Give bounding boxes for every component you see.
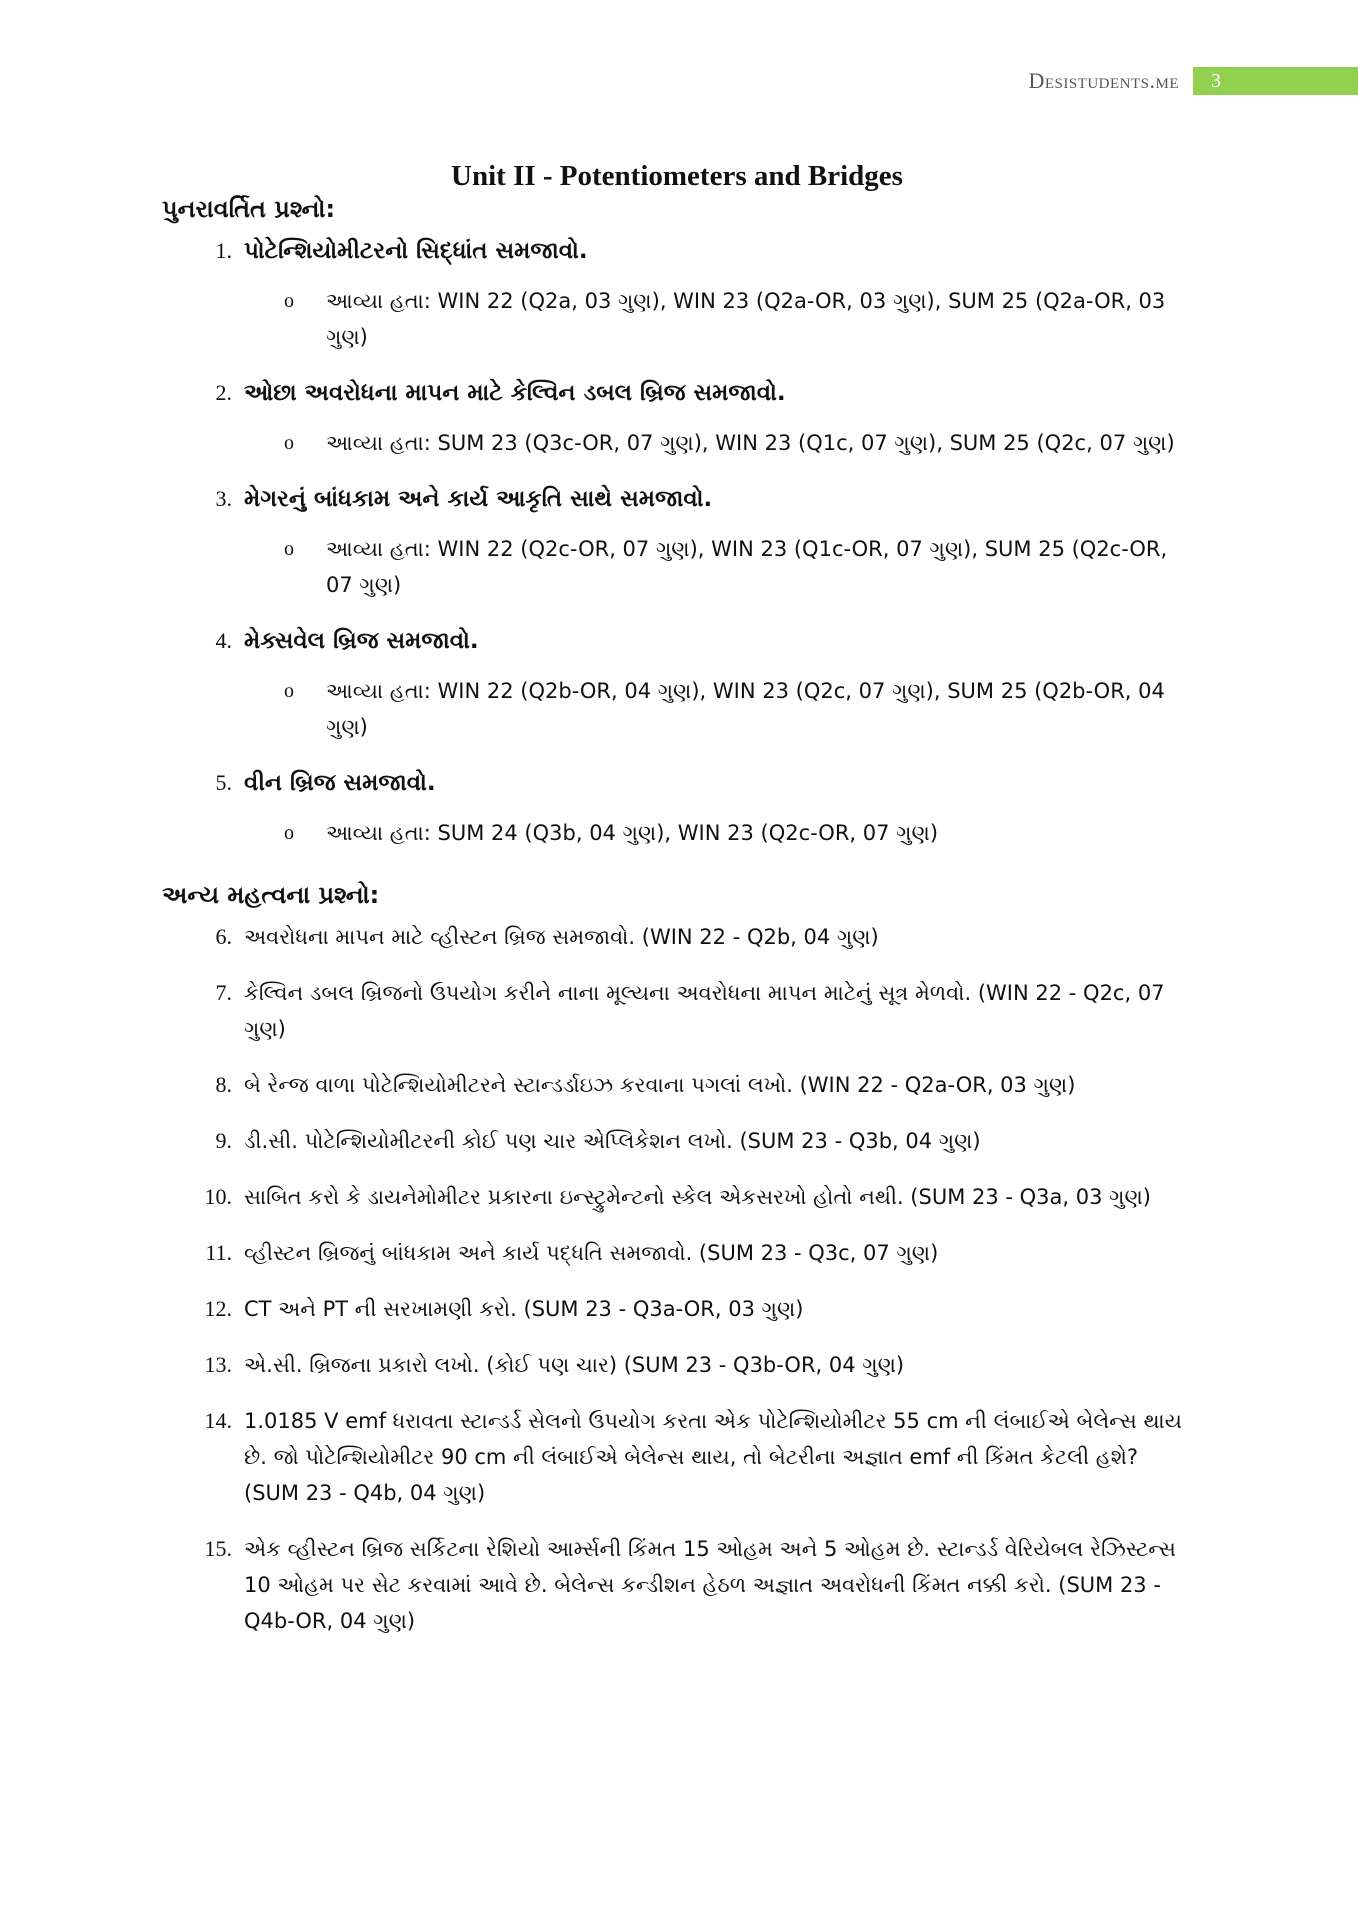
other-questions-heading: અન્ય મહત્વના પ્રશ્નો: xyxy=(162,881,380,909)
bullet-icon: o xyxy=(284,432,294,454)
question-meta xyxy=(244,531,1192,603)
question-text: એ.સી. બ્રિજના પ્રકારો લખો. (કોઈ પણ ચાર) (SUM 23 - Q3b-OR, 04 ગુણ) xyxy=(244,1353,905,1377)
question-meta xyxy=(244,425,1192,461)
question-text: CT અને PT ની સરખામણી કરો. (SUM 23 - Q3a-OR, 03 ગુણ) xyxy=(244,1297,804,1321)
repeated-questions-list xyxy=(162,233,1192,851)
question-text: વ્હીસ્ટન બ્રિજનું બાંધકામ અને કાર્ય પદ્ધતિ સમજાવો. (SUM 23 - Q3c, 07 ગુણ) xyxy=(244,1241,939,1265)
bullet-icon: o xyxy=(284,538,294,560)
list-item xyxy=(162,481,1192,603)
question-number: 3. xyxy=(215,486,232,511)
list-item xyxy=(162,765,1192,851)
list-item xyxy=(162,919,1192,955)
question-number: 1. xyxy=(215,238,232,263)
document-body xyxy=(162,160,1192,1659)
other-questions-list xyxy=(162,919,1192,1639)
question-text: પોટેન્શિયોમીટરનો સિદ્ધાંત સમજાવો. xyxy=(244,238,588,264)
bullet-icon: o xyxy=(284,822,294,844)
question-text: વીન બ્રિજ સમજાવો. xyxy=(244,770,436,796)
page-header xyxy=(1028,66,1358,96)
question-text: બે રેન્જ વાળા પોટેન્શિયોમીટરને સ્ટાન્ડર્ડાઇઝ કરવાના પગલાં લખો. (WIN 22 - Q2a-OR, 03 ગુણ) xyxy=(244,1073,1076,1097)
list-item xyxy=(162,1067,1192,1103)
bullet-icon: o xyxy=(284,290,294,312)
question-meta xyxy=(244,673,1192,745)
question-text: ઓછા અવરોધના માપન માટે કેલ્વિન ડબલ બ્રિજ સમજાવો. xyxy=(244,380,786,406)
question-meta xyxy=(244,283,1192,355)
question-number: 14. xyxy=(204,1408,232,1433)
question-meta-text: આવ્યા હતા: SUM 23 (Q3c-OR, 07 ગુણ), WIN 23 (Q1c, 07 ગુણ), SUM 25 (Q2c, 07 ગુણ) xyxy=(326,431,1175,455)
question-text: સાબિત કરો કે ડાયનેમોમીટર પ્રકારના ઇન્સ્ટ્રુમેન્ટનો સ્કેલ એકસરખો હોતો નથી. (SUM 23 - Q3a, 03 ગુણ) xyxy=(244,1185,1151,1209)
page-number: 3 xyxy=(1193,67,1358,95)
site-name: Desistudents.me xyxy=(1028,68,1179,93)
question-text: એક વ્હીસ્ટન બ્રિજ સર્કિટના રેશિયો આર્મ્સની કિંમત 15 ઓહમ અને 5 ઓહમ છે. સ્ટાન્ડર્ડ વેરિયેબલ રેઝિસ્ટન્સ 10 ઓહમ પર સેટ કરવામાં આવે છે. બેલેન્સ કન્ડીશન હેઠળ અજ્ઞાત અવરોધની કિંમત નક્કી કરો. (SUM 23 - Q4b-OR, 04 ગુણ) xyxy=(244,1537,1176,1633)
question-text: 1.0185 V emf ધરાવતા સ્ટાન્ડર્ડ સેલનો ઉપયોગ કરતા એક પોટેન્શિયોમીટર 55 cm ની લંબાઈએ બેલેન્સ થાય છે. જો પોટેન્શિયોમીટર 90 cm ની લંબાઈએ બેલેન્સ થાય, તો બેટરીના અજ્ઞાત emf ની કિંમત કેટલી હશે? (SUM 23 - Q4b, 04 ગુણ) xyxy=(244,1409,1182,1505)
list-item xyxy=(162,1235,1192,1271)
question-meta-text: આવ્યા હતા: SUM 24 (Q3b, 04 ગુણ), WIN 23 (Q2c-OR, 07 ગુણ) xyxy=(326,821,939,845)
question-text: ડી.સી. પોટેન્શિયોમીટરની કોઈ પણ ચાર એપ્લિકેશન લખો. (SUM 23 - Q3b, 04 ગુણ) xyxy=(244,1129,981,1153)
bullet-icon: o xyxy=(284,680,294,702)
question-number: 13. xyxy=(204,1352,232,1377)
question-text: અવરોધના માપન માટે વ્હીસ્ટન બ્રિજ સમજાવો. (WIN 22 - Q2b, 04 ગુણ) xyxy=(244,925,879,949)
question-number: 11. xyxy=(205,1240,232,1265)
question-text: મેક્સવેલ બ્રિજ સમજાવો. xyxy=(244,628,479,654)
question-number: 5. xyxy=(215,770,232,795)
question-text: મેગરનું બાંધકામ અને કાર્ય આકૃતિ સાથે સમજાવો. xyxy=(244,486,713,512)
list-item xyxy=(162,375,1192,461)
question-number: 12. xyxy=(204,1296,232,1321)
question-text: કેલ્વિન ડબલ બ્રિજનો ઉપયોગ કરીને નાના મૂલ્યના અવરોધના માપન માટેનું સૂત્ર મેળવો. (WIN 22 - Q2c, 07 ગુણ) xyxy=(244,981,1165,1041)
list-item xyxy=(162,1531,1192,1639)
question-number: 6. xyxy=(215,924,232,949)
list-item xyxy=(162,1291,1192,1327)
page-title: Unit II - Potentiometers and Bridges xyxy=(451,160,903,192)
question-meta-text: આવ્યા હતા: WIN 22 (Q2c-OR, 07 ગુણ), WIN 23 (Q1c-OR, 07 ગુણ), SUM 25 (Q2c-OR, 07 ગુણ) xyxy=(326,537,1168,597)
list-item xyxy=(162,233,1192,355)
question-meta-text: આવ્યા હતા: WIN 22 (Q2b-OR, 04 ગુણ), WIN 23 (Q2c, 07 ગુણ), SUM 25 (Q2b-OR, 04 ગુણ) xyxy=(326,679,1165,739)
list-item xyxy=(162,1179,1192,1215)
repeated-questions-heading: પુનરાવર્તિત પ્રશ્નો: xyxy=(162,195,336,223)
list-item xyxy=(162,623,1192,745)
list-item xyxy=(162,1403,1192,1511)
question-number: 2. xyxy=(215,380,232,405)
question-number: 4. xyxy=(215,628,232,653)
question-number: 15. xyxy=(204,1536,232,1561)
list-item xyxy=(162,975,1192,1047)
list-item xyxy=(162,1123,1192,1159)
question-meta-text: આવ્યા હતા: WIN 22 (Q2a, 03 ગુણ), WIN 23 (Q2a-OR, 03 ગુણ), SUM 25 (Q2a-OR, 03 ગુણ) xyxy=(326,289,1166,349)
question-number: 8. xyxy=(215,1072,232,1097)
question-number: 10. xyxy=(204,1184,232,1209)
question-number: 9. xyxy=(215,1128,232,1153)
question-meta xyxy=(244,815,1192,851)
question-number: 7. xyxy=(215,980,232,1005)
list-item xyxy=(162,1347,1192,1383)
